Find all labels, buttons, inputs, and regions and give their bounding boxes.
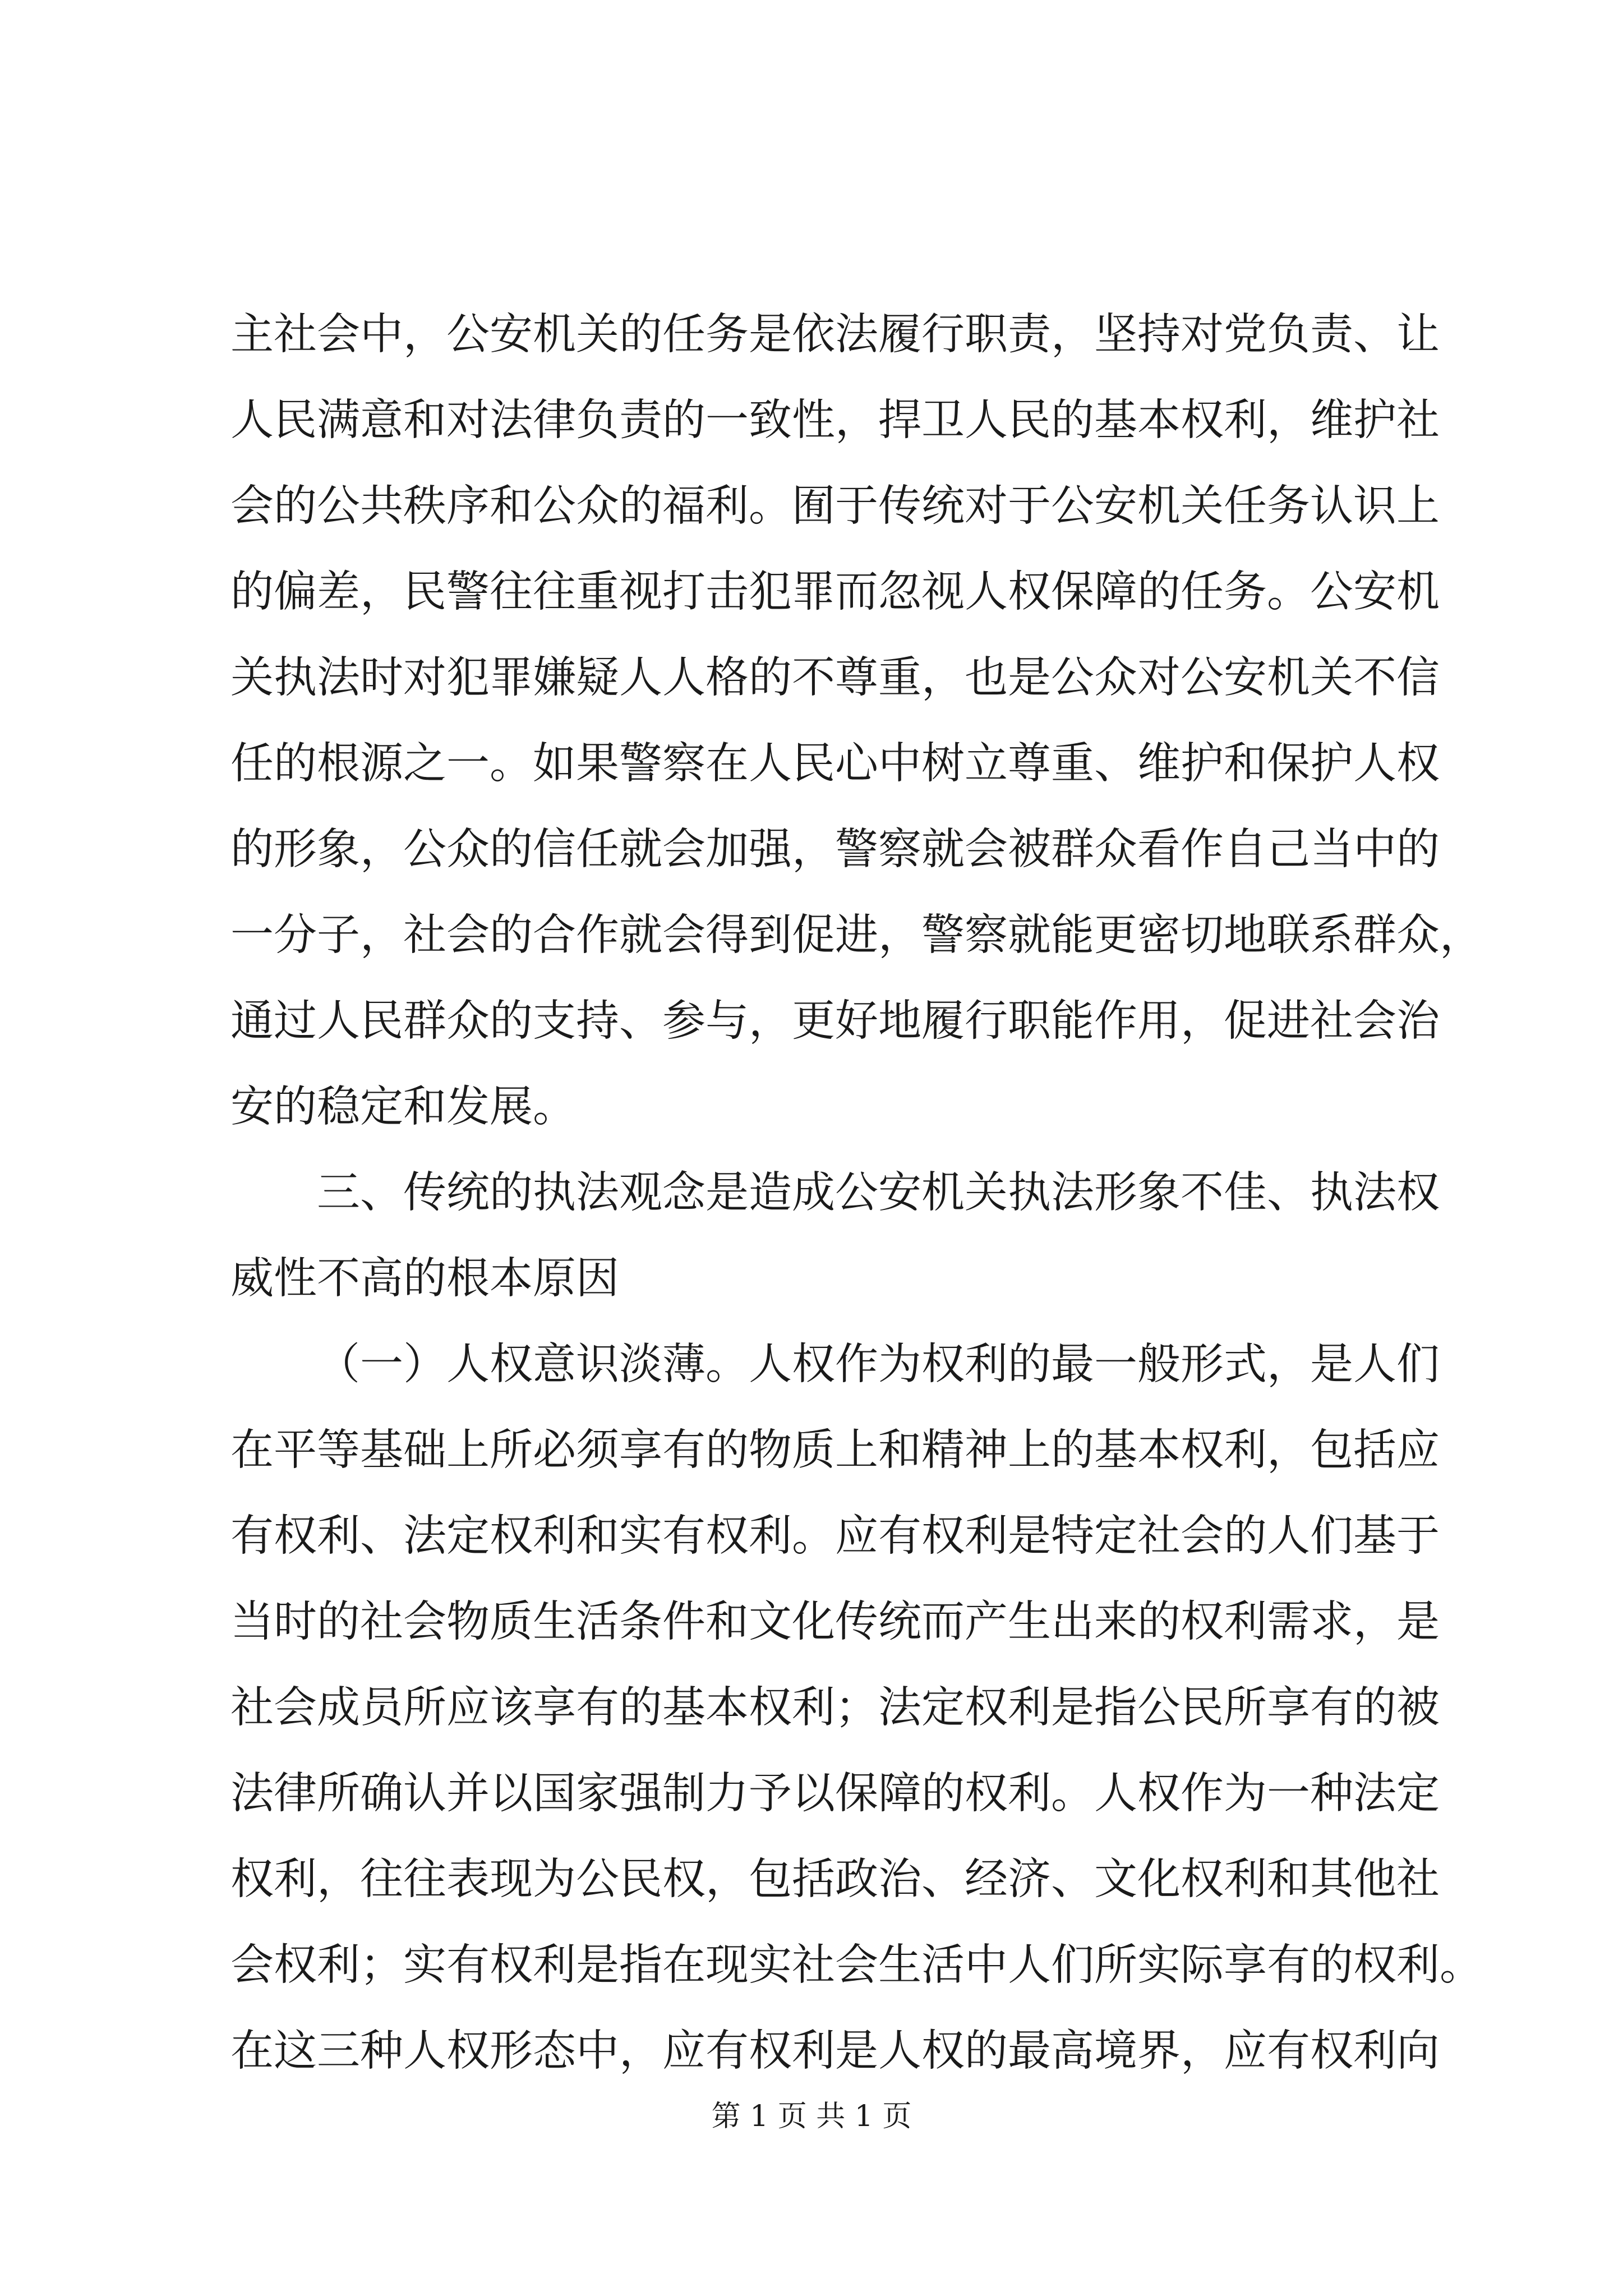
text-line: 主社会中，公安机关的任务是依法履行职责，坚持对党负责、让 [230,310,1440,360]
text-line: 会权利；实有权利是指在现实社会生活中人们所实际享有的权利。 [230,1940,1483,1990]
text-line: 会的公共秩序和公众的福利。囿于传统对于公安机关任务认识上 [230,481,1440,531]
text-line: 权利，往往表现为公民权，包括政治、经济、文化权利和其他社 [230,1855,1440,1904]
section-heading-line: 威性不高的根本原因 [230,1254,619,1304]
text-line: （一）人权意识淡薄。人权作为权利的最一般形式，是人们 [317,1340,1440,1389]
text-line: 当时的社会物质生活条件和文化传统而产生出来的权利需求，是 [230,1597,1440,1647]
text-line: 法律所确认并以国家强制力予以保障的权利。人权作为一种法定 [230,1769,1440,1819]
text-line: 在平等基础上所必须享有的物质上和精神上的基本权利，包括应 [230,1425,1440,1475]
section-heading-line: 三、传统的执法观念是造成公安机关执法形象不佳、执法权 [317,1168,1440,1218]
text-line: 人民满意和对法律负责的一致性，捍卫人民的基本权利，维护社 [230,395,1440,445]
text-line: 在这三种人权形态中，应有权利是人权的最高境界，应有权利向 [230,2026,1440,2076]
text-line: 通过人民群众的支持、参与，更好地履行职能作用，促进社会治 [230,996,1440,1046]
text-line: 安的稳定和发展。 [230,1082,576,1132]
text-line: 关执法时对犯罪嫌疑人人格的不尊重，也是公众对公安机关不信 [230,653,1440,703]
text-line: 的偏差，民警往往重视打击犯罪而忽视人权保障的任务。公安机 [230,567,1440,617]
body-text [230,292,1483,2094]
text-line: 一分子，社会的合作就会得到促进，警察就能更密切地联系群众， [230,910,1483,960]
page-footer: 第 1 页 共 1 页 [711,2100,912,2133]
text-line: 任的根源之一。如果警察在人民心中树立尊重、维护和保护人权 [230,739,1440,789]
text-line: 的形象，公众的信任就会加强，警察就会被群众看作自己当中的 [230,825,1440,875]
text-line: 社会成员所应该享有的基本权利；法定权利是指公民所享有的被 [230,1683,1440,1733]
text-line: 有权利、法定权利和实有权利。应有权利是特定社会的人们基于 [230,1511,1440,1561]
